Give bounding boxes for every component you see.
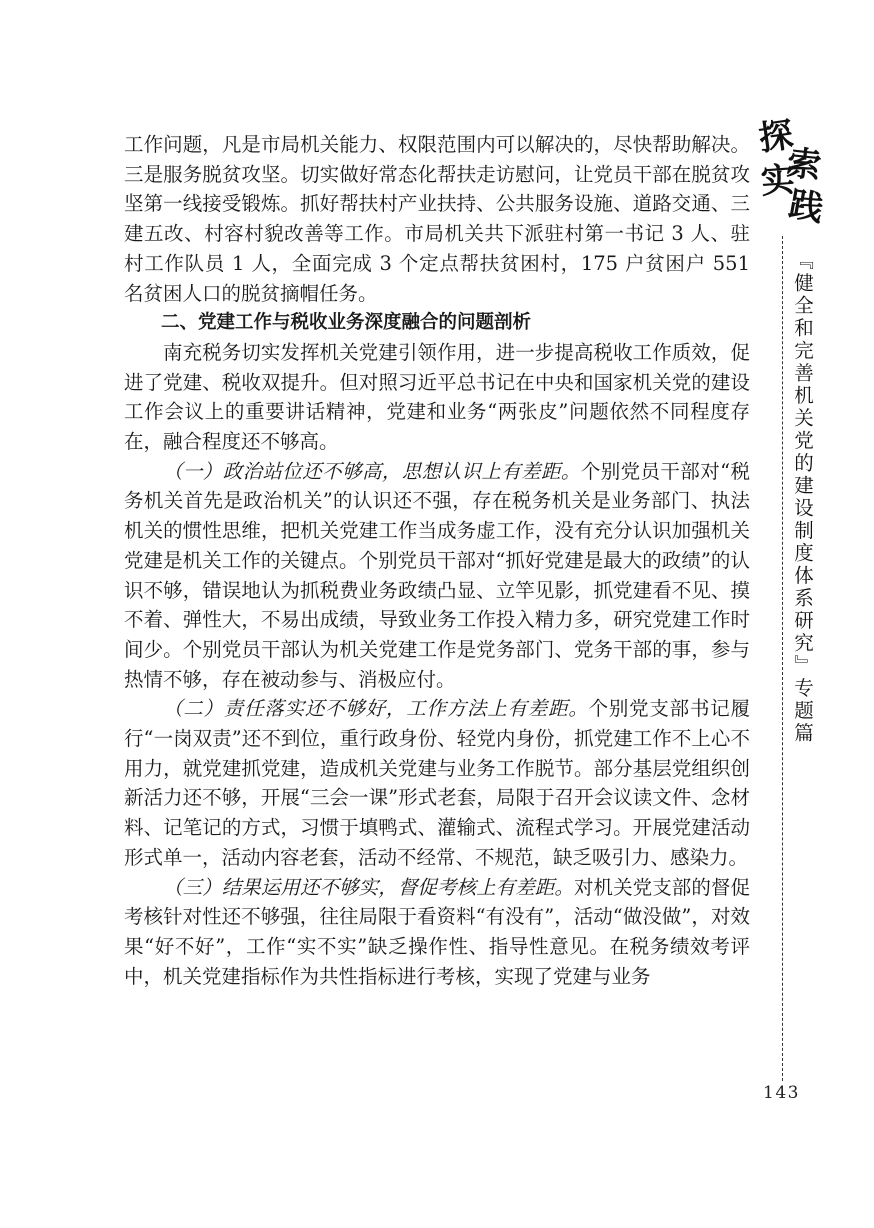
paragraph: 工作问题，凡是市局机关能力、权限范围内可以解决的，尽快帮助解决。三是服务脱贫攻坚。切实做好常态化帮扶走访慰问，让党员干部在脱贫攻坚第一线接受锻炼。抓好帮扶村产业扶持、公共服务设施、道路交通、三建五改、村容村貌改善等工作。市局机关共下派驻村第一书记 3 人、驻村工作队员 1 人，全面完成 3 个定点帮扶贫困村，175 户贫困户 551 名贫困人口的脱贫摘帽任务。 <box>124 133 750 305</box>
section-brand <box>756 114 827 230</box>
sidebar-divider <box>782 236 783 1081</box>
paragraph-body: 个别党员干部对“税务机关首先是政治机关”的认识还不强，存在税务机关是业务部门、执法机关的惯性思维，把机关党建工作当成务虚工作，没有充分认识加强机关党建是机关工作的关键点。个别党员干部对“抓好党建是最大的政绩”的认识不够，错误地认为抓税费业务政绩凸显、立竿见影，抓党建看不见、摸不着、弹性大，不易出成绩，导致业务工作投入精力多，研究党建工作时间少。个别党员干部认为机关党建工作是党务部门、党务干部的事，参与热情不够，存在被动参与、消极应付。 <box>124 459 750 691</box>
body-text <box>124 130 750 991</box>
brand-char: 探 <box>756 114 796 160</box>
section-heading: 二、党建工作与税收业务深度融合的问题剖析 <box>161 312 532 334</box>
page-number: 143 <box>763 1083 800 1103</box>
paragraph <box>124 873 750 992</box>
brand-char: 实 <box>759 159 797 203</box>
paragraph-lead: （一）政治站位还不够高，思想认识上有差距。 <box>163 459 581 483</box>
paragraph-lead: （二）责任落实还不够好，工作方法上有差距。 <box>163 697 589 721</box>
paragraph-body: 个别党支部书记履行“一岗双责”还不到位，重行政身份、轻党内身份，抓党建工作不上心不用力，就党建抓党建，造成机关党建与业务工作脱节。部分基层党组织创新活力还不够，开展“三会一课”形式老套，局限于召开会议读文件、念材料、记笔记的方式，习惯于填鸭式、灌输式、流程式学习。开展党建活动形式单一，活动内容老套，活动不经常、不规范，缺乏吸引力、感染力。 <box>124 697 750 869</box>
chapter-sidebar-title: 『健全和完善机关党的建设制度体系研究』专题篇 <box>791 250 814 745</box>
paragraph: 南充税务切实发挥机关党建引领作用，进一步提高税收工作质效，促进了党建、税收双提升。但对照习近平总书记在中央和国家机关党的建设工作会议上的重要讲话精神，党建和业务“两张皮”问题依然不同程度存在，融合程度还不够高。 <box>124 340 750 454</box>
paragraph <box>124 694 750 872</box>
paragraph-lead: （三）结果运用还不够实，督促考核上有差距。 <box>163 875 574 899</box>
brand-char: 索 <box>785 143 823 187</box>
paragraph <box>124 457 750 695</box>
paragraph-body: 对机关党支部的督促考核针对性还不够强，往往局限于看资料“有没有”，活动“做没做”，对效果“好不好”，工作“实不实”缺乏操作性、指导性意见。在税务绩效考评中，机关党建指标作为共性指标进行考核，实现了党建与业务 <box>124 875 750 988</box>
brand-char: 践 <box>785 184 827 230</box>
